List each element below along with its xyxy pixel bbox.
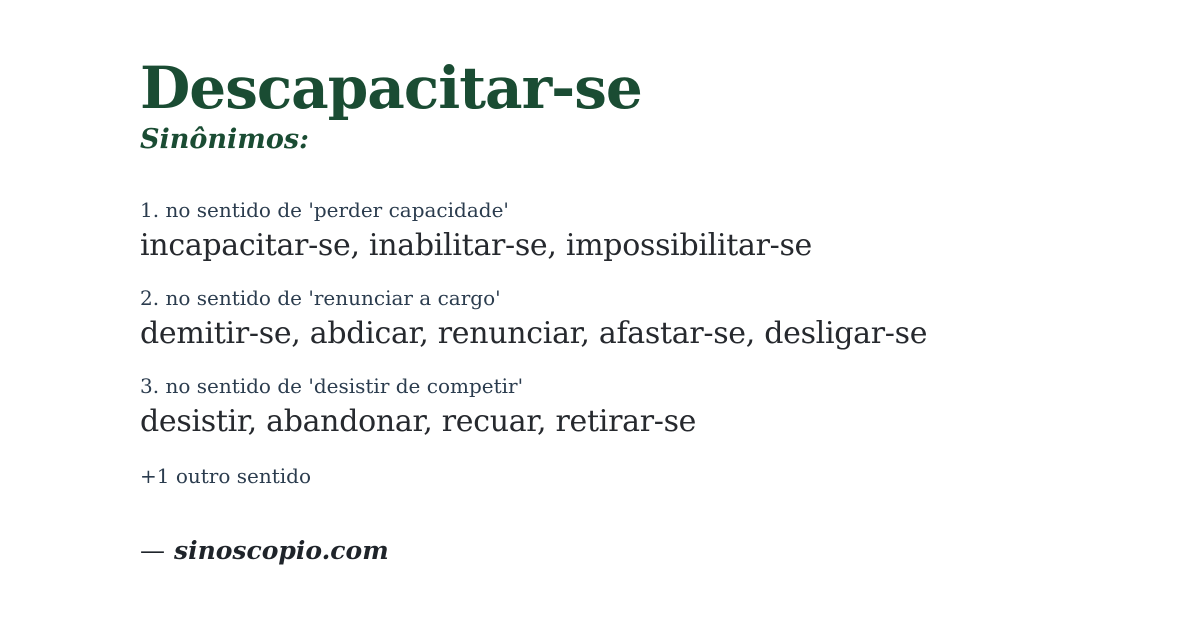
page-title: Descapacitar-se — [140, 54, 642, 122]
attribution — [140, 536, 1100, 566]
sense-label: 1. no sentido de 'perder capacidade' — [140, 197, 509, 222]
more-senses-note: +1 outro sentido — [140, 463, 312, 488]
synonyms-heading: Sinônimos: — [140, 124, 310, 156]
synonym-card — [140, 54, 1100, 566]
sense-entry-1 — [140, 197, 1100, 268]
sense-entry-2 — [140, 285, 1100, 356]
sense-label: 2. no sentido de 'renunciar a cargo' — [140, 285, 501, 310]
sense-label: 3. no sentido de 'desistir de competir' — [140, 373, 524, 398]
sense-synonyms: demitir-se, abdicar, renunciar, afastar-se, desligar-se — [140, 315, 928, 351]
senses-list — [140, 197, 1100, 444]
sense-synonyms: desistir, abandonar, recuar, retirar-se — [140, 403, 697, 439]
sense-entry-3 — [140, 373, 1100, 444]
attribution-site: sinoscopio.com — [174, 535, 389, 565]
attribution-dash: — — [140, 535, 165, 565]
sense-synonyms: incapacitar-se, inabilitar-se, impossibilitar-se — [140, 227, 813, 263]
